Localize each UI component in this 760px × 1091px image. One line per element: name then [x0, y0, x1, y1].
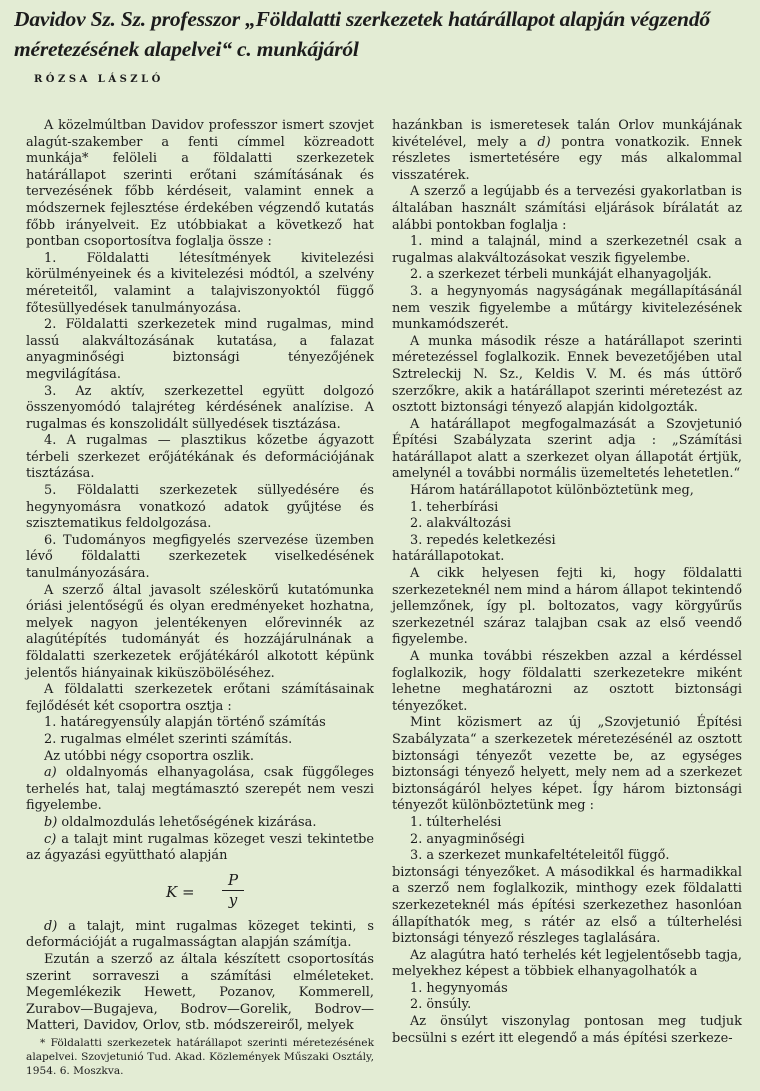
formula-denominator: y [228, 890, 238, 909]
calc-group-1: 1. határegyensúly alapján történő számítás [44, 715, 326, 731]
subgroup-a [26, 765, 374, 815]
safety-factor-3: 3. a szerkezet munkafeltételeitől függő. [410, 848, 670, 864]
subgroup-b [26, 815, 374, 832]
subgroup-d-text: a talajt, mint rugalmas közeget tekinti, s deformációját a rugalmasságtan alapján számítja. [26, 918, 374, 951]
criticism-point-2: 2. a szerkezet térbeli munkáját elhanyagolják. [410, 267, 712, 283]
research-point-1: 1. Földalatti létesítmények kivitelezési körülményeinek és a kivitelezési módtól, a szelvény méreteitől, valamint a talajviszonyoktól függő főtesüllyedések tanulmányozása. [26, 250, 374, 316]
subgroup-c-text: a talajt mint rugalmas közeget veszi tekintetbe az ágyazási együttható alapján [26, 831, 374, 864]
formula-lhs: K = [166, 882, 195, 901]
continuation-text-a: hazánkban is ismeretesek talán Orlov munkájának kivételével, mely a [392, 118, 742, 150]
tunnel-load-paragraph: Az alagútra ható terhelés két legjelentősebb tagja, melyekhez képest a többiek elhanyagolhatók a [392, 947, 742, 980]
continuation-label: d) [537, 134, 551, 150]
author-name: RÓZSA LÁSZLÓ [34, 74, 164, 85]
limit-state-definition: A határállapot megfogalmazását a Szovjetunió Építési Szabályzata szerint adja : „Számítási határállapot alatt a szerkezet olyan állapotát értjük, amelynél a további normális üzemeltetés lehetetlen.“ [392, 416, 742, 482]
load-component-2: 2. önsúly. [410, 997, 472, 1013]
formula-numerator: P [222, 871, 244, 891]
subgroup-c-label: c) [44, 831, 57, 847]
further-parts-paragraph: A munka további részekben azzal a kérdéssel foglalkozik, hogy földalatti szerkezetekre miként lehetne meghatározni az osztott biztonsági tényezőket. [392, 649, 742, 714]
criticism-point-3: 3. a hegynyomás nagyságának megállapításánál nem veszik figyelembe a műtárgy kivitelezésének munkamódszerét. [392, 283, 742, 333]
continuation-text-b: pontra vonatkozik. Ennek részletes ismertetésére egy más alkalommal visszatérek. [392, 134, 742, 183]
continuation-paragraph [392, 118, 742, 184]
subgroup-a-text: oldalnyomás elhanyagolása, csak függőleges terhelés hat, talaj megtámasztó szerepét nem veszi figyelembe. [26, 765, 374, 814]
subgroup-a-label: a) [44, 765, 57, 781]
self-weight-paragraph: Az önsúlyt viszonylag pontosan meg tudjuk becsülni s ezért itt elegendő a más építési szerkeze- [392, 1014, 742, 1046]
second-part-paragraph: A munka második része a határállapot szerinti méretezéssel foglalkozik. Ennek bevezetőjében utal Sztreleckij N. Sz., Keldis V. M. és más úttörő szerzőkre, akik a határállapot szerinti méretezést az osztott biztonsági tényező alapján kidolgozták. [392, 333, 742, 416]
research-point-4: 4. A rugalmas — plasztikus kőzetbe ágyazott térbeli szerkezet erőjátékának és deformációjának tisztázása. [26, 433, 374, 482]
right-column [392, 118, 742, 1047]
left-column [26, 118, 374, 1035]
limit-state-2: 2. alakváltozási [410, 516, 511, 532]
methods-paragraph: Ezután a szerző az általa készített csoportosítás szerint sorraveszi a számítási elméleteket. Megemlékezik Hewett, Pozanov, Kommerell, Zurabov—Bugajeva, Bodrov—Gorelik, Bodrov—Matteri, Davidov, Orlov, stb. módszereiről, melyek [26, 951, 374, 1034]
subgroup-d-label: d) [44, 918, 58, 934]
research-point-2: 2. Földalatti szerkezetek mind rugalmas, mind lassú alakváltozásának kutatása, a falazat anyagminőségi biztonsági tényezőjének megvilágítása. [26, 317, 374, 382]
safety-factor-paragraph: Mint közismert az új „Szovjetunió Építési Szabályzata“ a szerkezetek méretezésénél az osztott biztonsági tényezőt vezette be, az egységes biztonsági tényező helyett, mely nem ad a szerkezet biztonságáról helyes képet. Így három biztonsági tényezőt különböztetünk meg : [392, 715, 742, 814]
footnote: * Földalatti szerkezetek határállapot szerinti méretezésének alapelvei. Szovjetunió Tud. Akad. Közlemények Műszaki Osztály, 1954. 6. Moszkva. [26, 1037, 374, 1077]
intro-paragraph: A közelmúltban Davidov professzor ismert szovjet alagút-szakember a fenti címmel közreadott munkája* felöleli a földalatti szerkezetek határállapot szerinti erőtani számításának és tervezésének főbb kérdéseit, valamint ennek a módszernek fejlesztése érdekében végzendő kutatás főbb irányelveit. Ez utóbbiakat a következő hat pontban csoportosítva foglalja össze : [26, 118, 374, 250]
bedding-coefficient-formula [26, 871, 374, 915]
safety-factor-2: 2. anyagminőségi [410, 831, 525, 847]
subgroups-intro: Az utóbbi négy csoportra oszlik. [44, 748, 254, 764]
safety-factor-1: 1. túlterhelési [410, 814, 502, 830]
subgroup-b-label: b) [44, 814, 58, 830]
limit-state-3: 3. repedés keletkezési [410, 532, 556, 548]
safety-factors-closing: biztonsági tényezőket. A másodikkal és harmadikkal a szerző nem foglalkozik, minthogy ezek földalatti szerkezeteknél más építési szerkezethez hasonlóan állapíthatók meg, s rátér az első a túlterhelési biztonsági tényező részleges taglalására. [392, 864, 742, 947]
criticism-point-1: 1. mind a talajnál, mind a szerkezetnél csak a rugalmas alakváltozásokat veszik figyelembe. [392, 234, 742, 266]
limit-state-1: 1. teherbírási [410, 499, 499, 515]
research-point-3: 3. Az aktív, szerkezettel együtt dolgozó összenyomódó talajréteg kérdésének analízise. A rugalmas és konszolidált süllyedések tisztázása. [26, 383, 374, 432]
criticism-intro: A szerző a legújabb és a tervezési gyakorlatban is általában használt számítási eljárások bírálatát az alábbi pontokban foglalja : [392, 184, 742, 233]
article-title: Davidov Sz. Sz. professzor „Földalatti szerkezetek határállapot alapján végzendő méretezésének alapelvei“ c. munkájáról [14, 7, 710, 61]
calculation-groups-paragraph: A földalatti szerkezetek erőtani számításainak fejlődését két csoportra osztja : [26, 682, 374, 714]
underground-states-paragraph: A cikk helyesen fejti ki, hogy földalatti szerkezeteknél nem mind a három állapot tekintendő jellemzőnek, így pl. boltozatos, vagy körgyűrűs szerkezetnél száraz talajban csak az első veendő figyelembe. [392, 566, 742, 648]
calc-group-2: 2. rugalmas elmélet szerinti számítás. [44, 731, 293, 747]
load-component-1: 1. hegynyomás [410, 980, 508, 996]
research-significance-paragraph: A szerző által javasolt széleskörű kutatómunka óriási jelentőségű és olyan eredményeket hozhatna, melyek nagyon jelentékenyen előrevinnék az alagútépítés tudományát és hozzájárulnának a földalatti szerkezetek erőjátékáról alkotott képünk jelentős hiányainak kiküszöböléséhez. [26, 582, 374, 681]
formula-fraction [222, 871, 244, 910]
three-limit-states-intro: Három határállapotot különböztetünk meg, [410, 483, 694, 499]
subgroup-b-text: oldalmozdulás lehetőségének kizárása. [61, 814, 317, 830]
subgroup-d [26, 919, 374, 952]
research-point-5: 5. Földalatti szerkezetek süllyedésére és hegynyomásra vonatkozó adatok gyűjtése és szisztematikus feldolgozása. [26, 483, 374, 532]
research-point-6: 6. Tudományos megfigyelés szervezése üzemben lévő földalatti szerkezetek viselkedésének tanulmányozására. [26, 532, 374, 582]
limit-states-closing: határállapotokat. [392, 549, 505, 565]
subgroup-c [26, 832, 374, 865]
